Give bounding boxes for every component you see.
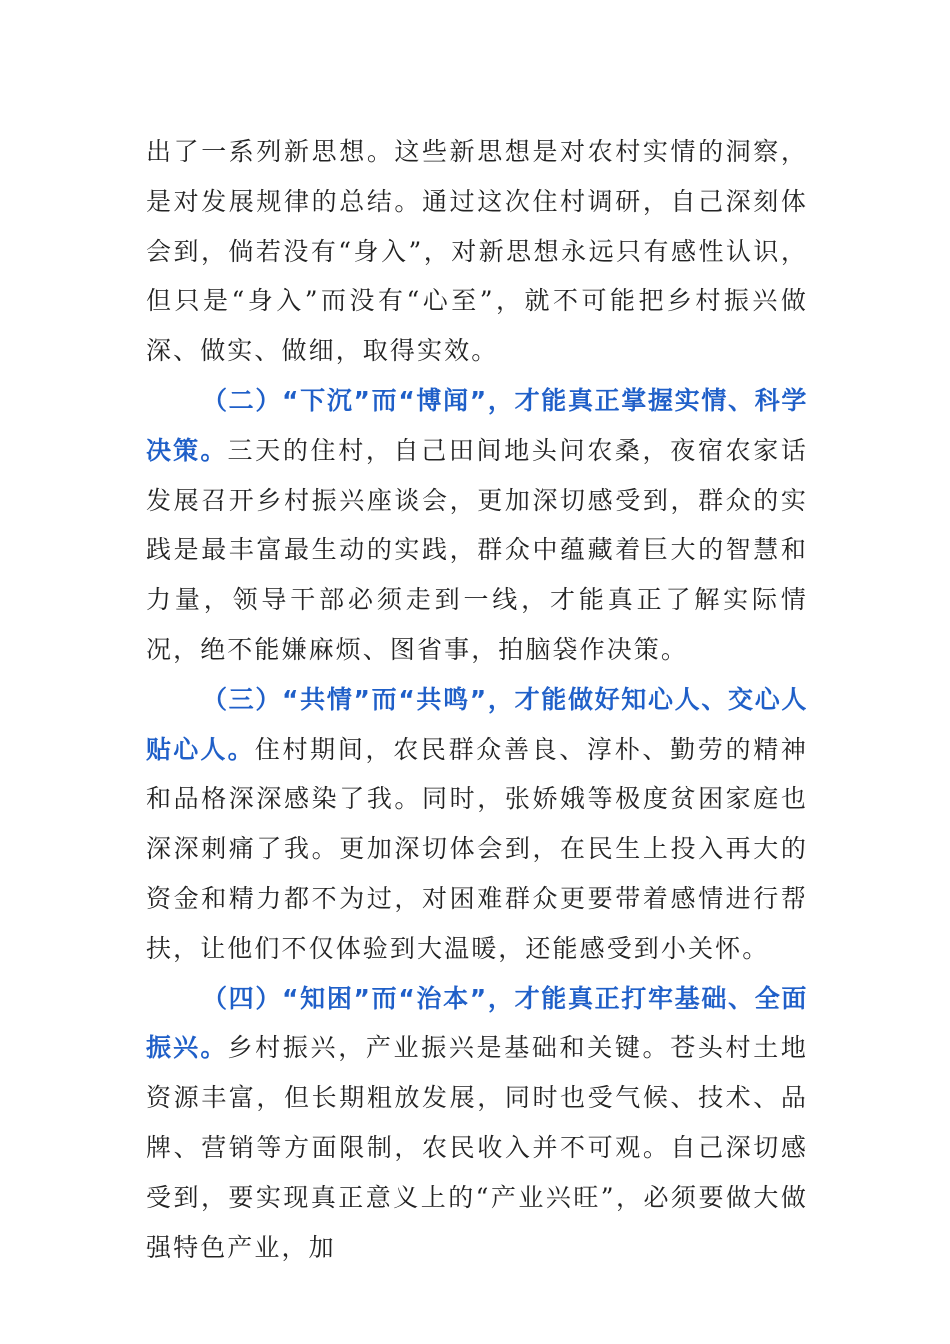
paragraph-section-4: [146, 974, 808, 1273]
paragraph-text: 三天的住村，自己田间地头问农桑，夜宿农家话发展召开乡村振兴座谈会，更加深切感受到，群众的实践是最丰富最生动的实践，群众中蕴藏着巨大的智慧和力量，领导干部必须走到一线，才能真正了解实际情况，绝不能嫌麻烦、图省事，拍脑袋作决策。: [146, 435, 808, 664]
section-heading: （二）“下沉”而“博闻”，才能真正掌握实情、科学决策。: [146, 385, 808, 465]
paragraph-continuation: [146, 127, 808, 376]
section-heading: （三）“共情”而“共鸣”，才能做好知心人、交心人贴心人。: [146, 684, 808, 764]
document-body: [146, 127, 808, 1272]
paragraph-text: 住村期间，农民群众善良、淳朴、勤劳的精神和品格深深感染了我。同时，张娇娥等极度贫困家庭也深深刺痛了我。更加深切体会到，在民生上投入再大的资金和精力都不为过，对困难群众更要带着感情进行帮扶，让他们不仅体验到大温暖，还能感受到小关怀。: [146, 734, 808, 963]
paragraph-text: 出了一系列新思想。这些新思想是对农村实情的洞察，是对发展规律的总结。通过这次住村调研，自己深刻体会到，倘若没有“身入”，对新思想永远只有感性认识，但只是“身入”而没有“心至”，就不可能把乡村振兴做深、做实、做细，取得实效。: [146, 137, 808, 366]
section-heading: （四）“知困”而“治本”，才能真正打牢基础、全面振兴。: [146, 983, 808, 1063]
paragraph-text: 乡村振兴，产业振兴是基础和关键。苍头村土地资源丰富，但长期粗放发展，同时也受气候、技术、品牌、营销等方面限制，农民收入并不可观。自己深切感受到，要实现真正意义上的“产业兴旺”，必须要做大做强特色产业，加: [146, 1033, 808, 1262]
paragraph-section-3: [146, 675, 808, 974]
paragraph-section-2: [146, 376, 808, 675]
